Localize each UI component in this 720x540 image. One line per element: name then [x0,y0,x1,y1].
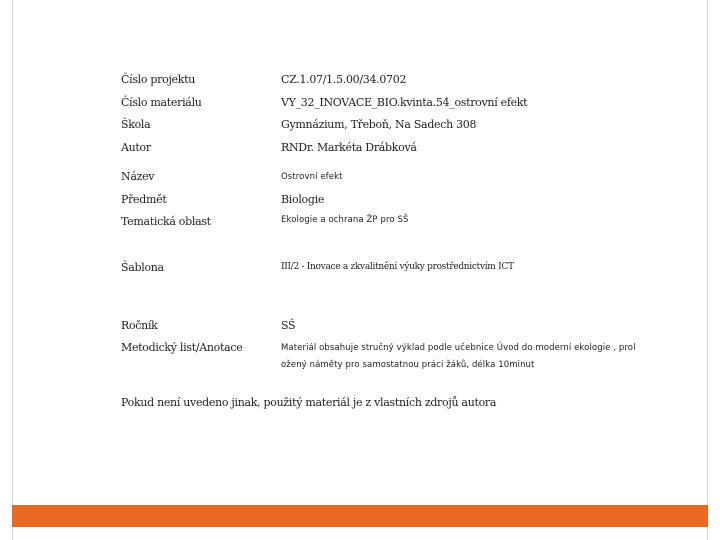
label-subject: Předmět [121,193,167,206]
label-project-number: Číslo projektu [121,73,196,86]
value-title: Ostrovní efekt [281,172,343,182]
label-thematic-area: Tematická oblast [121,215,211,228]
value-methodology: Materiál obsahuje stručný výklad podle učebnice Úvod do moderní ekologie , prol ožený náměty pro samostatnou práci žáků, délka 10minut [281,343,636,370]
footer-note: Pokud není uvedeno jinak, použitý materiál je z vlastních zdrojů autora [121,396,497,409]
value-author: RNDr. Markéta Drábková [281,141,417,154]
value-school: Gymnázium, Třeboň, Na Sadech 308 [281,118,477,131]
value-subject: Biologie [281,193,325,206]
value-template: III/2 - Inovace a zkvalitnění výuky prostřednictvím ICT [281,262,514,272]
value-thematic-area: Ekologie a ochrana ŽP pro SŠ [281,215,409,225]
label-author: Autor [121,141,151,154]
label-methodology: Metodický list/Anotace [121,341,243,354]
label-title: Název [121,170,155,183]
label-grade: Ročník [121,319,158,332]
value-project-number: CZ.1.07/1.5.00/34.0702 [281,73,407,86]
value-grade: SŠ [281,319,296,332]
label-template: Šablona [121,261,164,274]
label-material-number: Číslo materiálu [121,96,202,109]
label-school: Škola [121,118,151,131]
accent-bar [12,505,708,527]
value-material-number: VY_32_INOVACE_BIO.kvinta.54_ostrovní efekt [281,96,528,109]
